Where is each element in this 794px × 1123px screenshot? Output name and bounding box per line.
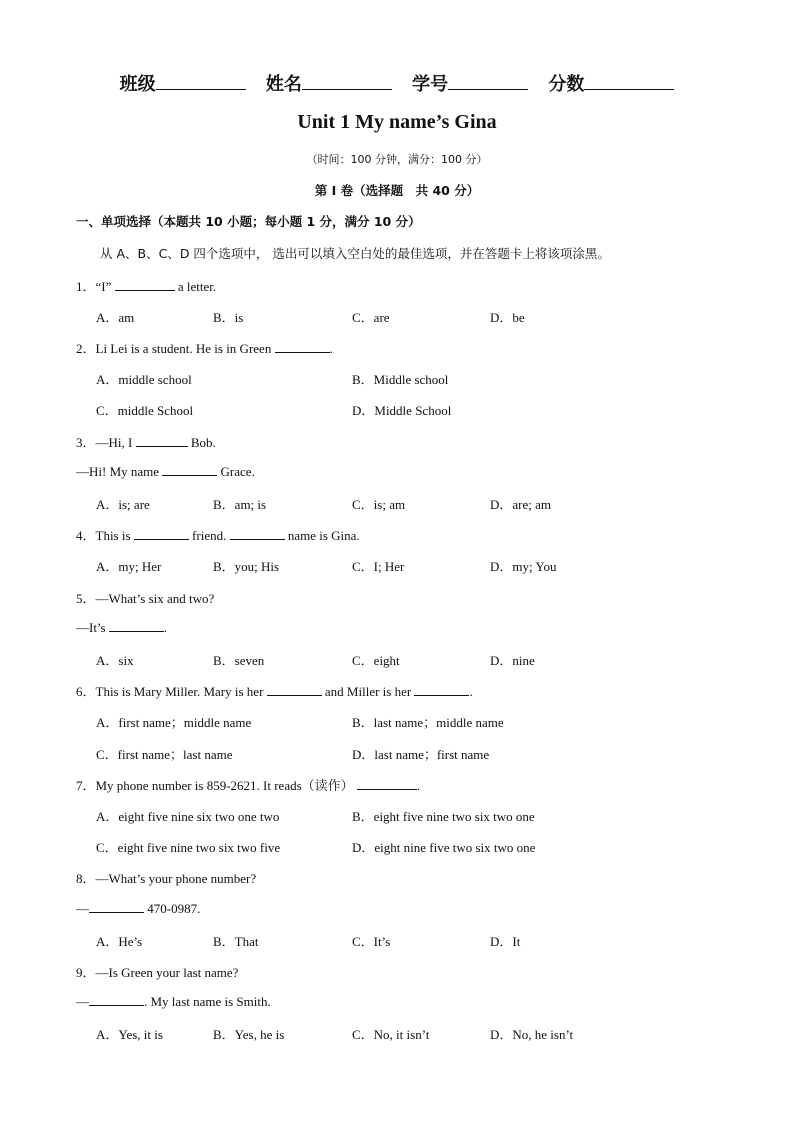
student-info-header	[0, 70, 794, 96]
answer-blank	[89, 993, 144, 1006]
score-label: 分数	[548, 74, 585, 95]
option-c[interactable]: C．It’s	[352, 934, 391, 949]
answer-blank	[109, 619, 164, 632]
exam-time-info: （时间：100 分钟，满分：100 分）	[306, 153, 488, 166]
question-4	[76, 525, 360, 544]
question-text: friend.	[192, 528, 227, 543]
option-c[interactable]: C．eight five nine two six two five	[96, 840, 281, 855]
name-field	[266, 70, 392, 96]
option-b[interactable]: B．seven	[213, 653, 265, 668]
class-blank	[156, 73, 246, 90]
question-5-line-2	[76, 619, 167, 636]
option-a[interactable]: A．six	[96, 653, 134, 668]
class-label: 班级	[119, 74, 156, 95]
option-d[interactable]: D．are; am	[490, 497, 552, 512]
score-blank	[584, 73, 674, 90]
option-d[interactable]: D．be	[490, 310, 525, 325]
option-a[interactable]: A．middle school	[96, 372, 192, 387]
question-text: —Hi! My name	[76, 464, 160, 479]
option-d[interactable]: D．nine	[490, 653, 535, 668]
question-8: 8．—What’s your phone number?	[76, 871, 257, 886]
question-text: 2．Li Lei is a student. He is in Green	[76, 341, 272, 356]
id-blank	[448, 73, 528, 90]
question-text: and Miller is her	[324, 684, 412, 699]
option-b[interactable]: B．is	[213, 310, 244, 325]
option-d[interactable]: D．Middle School	[352, 403, 452, 418]
question-1	[76, 276, 216, 295]
answer-blank	[230, 527, 285, 540]
option-d[interactable]: D．last name；first name	[352, 747, 490, 762]
question-text: a letter.	[177, 279, 217, 294]
option-d[interactable]: D．It	[490, 934, 521, 949]
option-d[interactable]: D．No, he isn’t	[490, 1027, 574, 1042]
question-9-line-2	[76, 993, 271, 1010]
option-a[interactable]: A．am	[96, 310, 135, 325]
option-a[interactable]: A．is; are	[96, 497, 150, 512]
instruction-text: 从 A、B、C、D 四个选项中， 选出可以填入空白处的最佳选项，并在答题卡上将该项涂黑。	[100, 246, 610, 261]
answer-blank	[115, 278, 175, 291]
name-label: 姓名	[265, 74, 302, 95]
question-text: Bob.	[190, 435, 216, 450]
option-c[interactable]: C．middle School	[96, 403, 194, 418]
option-a[interactable]: A．eight five nine six two one two	[96, 809, 280, 824]
answer-blank	[414, 683, 469, 696]
question-text: —	[76, 994, 89, 1009]
question-7	[76, 775, 420, 794]
page-title: Unit 1 My name’s Gina	[297, 111, 497, 133]
question-6	[76, 681, 473, 700]
option-d[interactable]: D．eight nine five two six two one	[352, 840, 536, 855]
option-b[interactable]: B．am; is	[213, 497, 267, 512]
option-a[interactable]: A．first name；middle name	[96, 715, 252, 730]
option-c[interactable]: C．I; Her	[352, 559, 405, 574]
question-9: 9．—Is Green your last name?	[76, 965, 239, 980]
section-title: 一、单项选择（本题共 10 小题；每小题 1 分，满分 10 分）	[76, 214, 421, 229]
option-b[interactable]: B．eight five nine two six two one	[352, 809, 535, 824]
answer-blank	[267, 683, 322, 696]
option-c[interactable]: C．first name；last name	[96, 747, 233, 762]
question-text: —It’s	[76, 620, 106, 635]
answer-blank	[162, 463, 217, 476]
option-b[interactable]: B．you; His	[213, 559, 280, 574]
name-blank	[302, 73, 392, 90]
part-title: 第 I 卷（选择题 共 40 分）	[314, 183, 480, 198]
answer-blank	[275, 340, 330, 353]
question-text: 7．My phone number is 859-2621. It reads（读作）	[76, 778, 354, 793]
option-a[interactable]: A．He’s	[96, 934, 143, 949]
class-field	[120, 70, 246, 96]
option-b[interactable]: B．Middle school	[352, 372, 449, 387]
question-text: .	[163, 620, 168, 635]
question-text: 470-0987.	[147, 901, 201, 916]
answer-blank	[136, 434, 188, 447]
question-text: .	[416, 778, 421, 793]
question-text: name is Gina.	[287, 528, 360, 543]
score-field	[548, 70, 674, 96]
question-text: .	[329, 341, 333, 356]
option-b[interactable]: B．Yes, he is	[213, 1027, 285, 1042]
id-label: 学号	[412, 74, 449, 95]
question-text: 6．This is Mary Miller. Mary is her	[76, 684, 264, 699]
question-3	[76, 432, 216, 451]
option-c[interactable]: C．eight	[352, 653, 400, 668]
option-b[interactable]: B．That	[213, 934, 259, 949]
option-c[interactable]: C．are	[352, 310, 390, 325]
question-text: .	[469, 684, 473, 699]
answer-blank	[357, 777, 417, 790]
option-c[interactable]: C．is; am	[352, 497, 406, 512]
question-text: . My last name is Smith.	[144, 994, 271, 1009]
answer-blank	[89, 900, 144, 913]
question-8-line-2	[76, 900, 200, 917]
question-text: Grace.	[220, 464, 255, 479]
option-b[interactable]: B．last name；middle name	[352, 715, 504, 730]
option-d[interactable]: D．my; You	[490, 559, 557, 574]
question-3-line-2	[76, 463, 255, 480]
question-text: 3．—Hi, I	[76, 435, 133, 450]
question-text: 4．This is	[76, 528, 131, 543]
id-field	[412, 70, 528, 96]
option-a[interactable]: A．Yes, it is	[96, 1027, 163, 1042]
question-2	[76, 338, 333, 357]
question-text: 1．“I”	[76, 279, 112, 294]
question-text: —	[76, 901, 89, 916]
option-a[interactable]: A．my; Her	[96, 559, 162, 574]
question-5: 5．—What’s six and two?	[76, 591, 215, 606]
answer-blank	[134, 527, 189, 540]
option-c[interactable]: C．No, it isn’t	[352, 1027, 430, 1042]
